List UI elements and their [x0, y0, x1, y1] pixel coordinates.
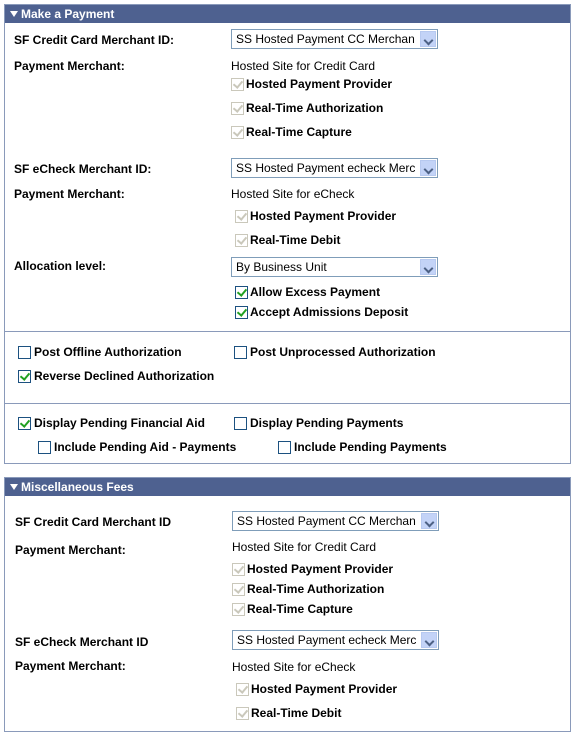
real-time-debit-checkbox [235, 234, 248, 247]
checkbox-label: Include Pending Aid - Payments [54, 440, 237, 454]
checkbox-label: Hosted Payment Provider [246, 77, 393, 91]
payment-merchant-label: Payment Merchant: [15, 543, 126, 557]
collapse-triangle-icon[interactable] [10, 484, 18, 490]
cc-merchant-select-value: SS Hosted Payment CC Merchan [236, 32, 415, 46]
real-time-capture-checkbox [232, 603, 245, 616]
hosted-payment-provider-checkbox [236, 683, 249, 696]
checkbox-label: Post Unprocessed Authorization [250, 345, 436, 359]
real-time-authorization-checkbox [232, 583, 245, 596]
cc-merchant-label: SF Credit Card Merchant ID [15, 515, 172, 529]
checkbox-label: Accept Admissions Deposit [250, 305, 409, 319]
echeck-merchant-select-value: SS Hosted Payment echeck Merc [237, 633, 417, 647]
chevron-down-icon[interactable] [421, 632, 437, 648]
real-time-capture-checkbox [231, 126, 244, 139]
payment-merchant-label: Payment Merchant: [14, 59, 125, 73]
echeck-merchant-label: SF eCheck Merchant ID [15, 635, 149, 649]
hosted-payment-provider-checkbox [232, 563, 245, 576]
checkbox-label: Reverse Declined Authorization [34, 369, 215, 383]
section-divider [5, 403, 570, 404]
allow-excess-payment-checkbox[interactable] [235, 286, 248, 299]
section-divider [5, 331, 570, 332]
allocation-level-label: Allocation level: [14, 259, 107, 273]
payment-merchant-label: Payment Merchant: [15, 659, 126, 673]
payment-merchant-value: Hosted Site for eCheck [231, 187, 355, 201]
cc-merchant-label: SF Credit Card Merchant ID: [14, 33, 175, 47]
collapse-triangle-icon[interactable] [10, 11, 18, 17]
cc-merchant-select[interactable] [232, 511, 439, 531]
echeck-merchant-select[interactable] [231, 158, 438, 178]
post-offline-authorization-checkbox[interactable] [18, 346, 31, 359]
checkbox-label: Real-Time Debit [251, 706, 342, 720]
checkbox-label: Hosted Payment Provider [251, 682, 398, 696]
section-title: Miscellaneous Fees [21, 480, 134, 494]
post-unprocessed-authorization-checkbox[interactable] [234, 346, 247, 359]
allocation-level-select[interactable] [231, 257, 438, 277]
reverse-declined-authorization-checkbox[interactable] [18, 370, 31, 383]
payment-merchant-label: Payment Merchant: [14, 187, 125, 201]
checkbox-label: Real-Time Capture [246, 125, 352, 139]
checkbox-label: Hosted Payment Provider [247, 562, 394, 576]
checkbox-label: Allow Excess Payment [250, 285, 381, 299]
chevron-down-icon[interactable] [420, 31, 436, 47]
hosted-payment-provider-checkbox [231, 78, 244, 91]
echeck-merchant-select-value: SS Hosted Payment echeck Merc [236, 161, 416, 175]
display-pending-payments-checkbox[interactable] [234, 417, 247, 430]
chevron-down-icon[interactable] [421, 513, 437, 529]
section-title: Make a Payment [21, 7, 115, 21]
chevron-down-icon[interactable] [420, 160, 436, 176]
display-pending-financial-aid-checkbox[interactable] [18, 417, 31, 430]
hosted-payment-provider-checkbox [235, 210, 248, 223]
cc-merchant-select[interactable] [231, 29, 438, 49]
real-time-debit-checkbox [236, 707, 249, 720]
checkbox-label: Display Pending Payments [250, 416, 404, 430]
checkbox-label: Real-Time Capture [247, 602, 353, 616]
payment-merchant-value: Hosted Site for eCheck [232, 660, 356, 674]
checkbox-label: Real-Time Authorization [246, 101, 384, 115]
include-pending-aid-payments-checkbox[interactable] [38, 441, 51, 454]
miscellaneous-fees-header[interactable] [5, 478, 570, 496]
checkbox-label: Include Pending Payments [294, 440, 447, 454]
payment-merchant-value: Hosted Site for Credit Card [231, 59, 376, 73]
include-pending-payments-checkbox[interactable] [278, 441, 291, 454]
checkbox-label: Display Pending Financial Aid [34, 416, 205, 430]
chevron-down-icon[interactable] [420, 259, 436, 275]
allocation-level-select-value: By Business Unit [236, 260, 327, 274]
make-payment-panel [4, 4, 571, 464]
checkbox-label: Hosted Payment Provider [250, 209, 397, 223]
checkbox-label: Real-Time Authorization [247, 582, 385, 596]
echeck-merchant-select[interactable] [232, 630, 439, 650]
real-time-authorization-checkbox [231, 102, 244, 115]
miscellaneous-fees-panel [4, 477, 571, 732]
payment-merchant-value: Hosted Site for Credit Card [232, 540, 377, 554]
checkbox-label: Post Offline Authorization [34, 345, 182, 359]
cc-merchant-select-value: SS Hosted Payment CC Merchan [237, 514, 416, 528]
make-payment-header[interactable] [5, 5, 570, 23]
accept-admissions-deposit-checkbox[interactable] [235, 306, 248, 319]
checkbox-label: Real-Time Debit [250, 233, 341, 247]
echeck-merchant-label: SF eCheck Merchant ID: [14, 162, 152, 176]
